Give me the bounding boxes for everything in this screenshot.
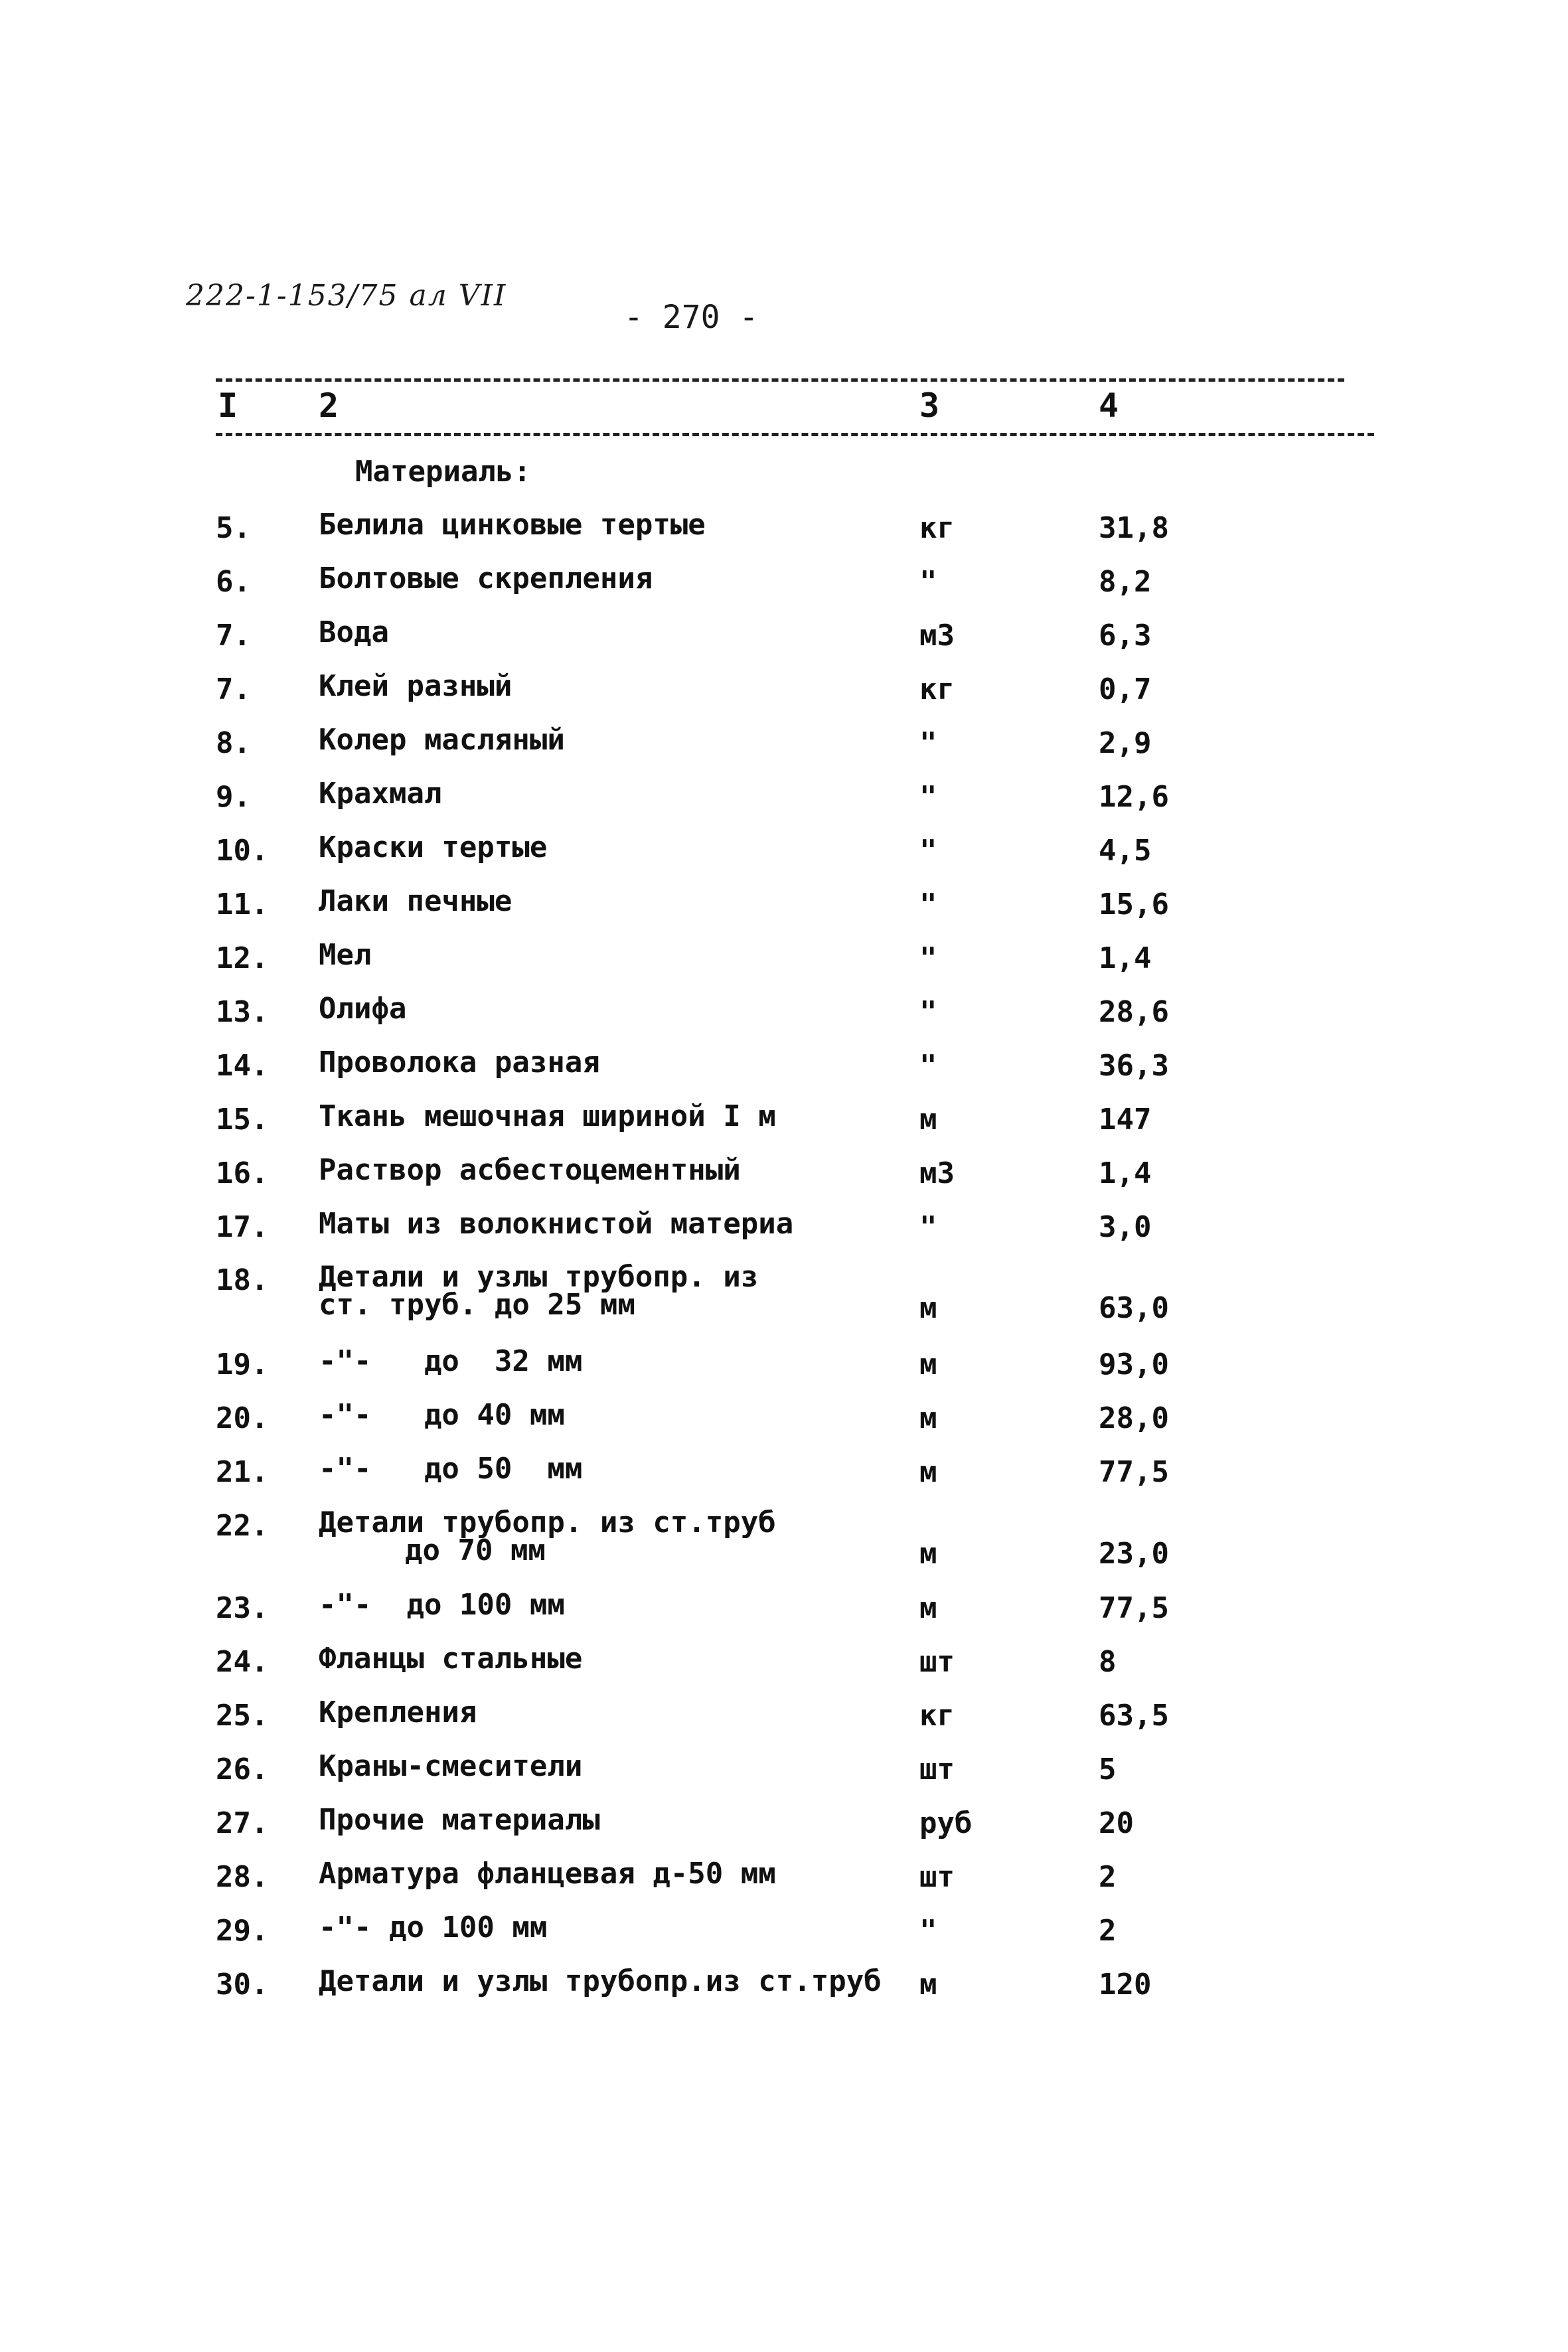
row-quantity: 2 <box>1099 1914 1117 1948</box>
table-row <box>0 1695 1568 1752</box>
row-description <box>319 1260 759 1322</box>
page-number: - 270 - <box>624 299 759 336</box>
row-unit: м <box>919 1968 937 2001</box>
row-description <box>319 1452 583 1486</box>
row-description <box>319 1398 565 1432</box>
table-row <box>0 1642 1568 1698</box>
row-unit: м <box>919 1537 937 1571</box>
row-number: 16. <box>216 1156 269 1190</box>
table-row <box>0 615 1568 672</box>
row-description-line: Прочие материалы <box>319 1803 600 1837</box>
row-unit: м3 <box>919 619 955 653</box>
row-quantity: 63,5 <box>1099 1699 1169 1733</box>
row-description-line: Детали трубопр. из ст.труб <box>319 1506 776 1539</box>
row-number: 19. <box>216 1348 269 1381</box>
row-unit: кг <box>919 1699 955 1733</box>
row-description-line: Маты из волокнистой материа <box>319 1207 794 1241</box>
row-description <box>319 938 372 972</box>
row-number: 14. <box>216 1049 269 1083</box>
row-quantity: 120 <box>1099 1968 1152 2001</box>
column-header-4: 4 <box>1099 386 1119 425</box>
row-description-line: Детали и узлы трубопр. из <box>319 1260 759 1294</box>
table-row <box>0 1398 1568 1454</box>
row-unit: м <box>919 1348 937 1381</box>
table-row <box>0 777 1568 833</box>
row-number: 29. <box>216 1914 269 1948</box>
row-description-line: Крахмал <box>319 777 442 811</box>
row-unit: " <box>919 1049 937 1083</box>
row-description-line: Мел <box>319 938 372 972</box>
row-number: 10. <box>216 834 269 868</box>
row-unit: " <box>919 780 937 814</box>
row-unit: шт <box>919 1645 955 1679</box>
row-unit: м <box>919 1103 937 1137</box>
row-quantity: 0,7 <box>1099 672 1152 706</box>
row-description-line: Вода <box>319 615 389 649</box>
row-number: 28. <box>216 1860 269 1894</box>
table-row <box>0 1344 1568 1401</box>
row-quantity: 5 <box>1099 1753 1117 1786</box>
row-number: 21. <box>216 1455 269 1489</box>
row-quantity: 4,5 <box>1099 834 1152 868</box>
row-description <box>319 669 512 703</box>
row-quantity: 15,6 <box>1099 888 1169 921</box>
row-description-line: Олифа <box>319 992 407 1026</box>
row-description-line: -"- до 32 мм <box>319 1344 583 1378</box>
row-unit: м <box>919 1401 937 1435</box>
row-description <box>319 830 548 864</box>
row-unit: " <box>919 1210 937 1244</box>
row-quantity: 23,0 <box>1099 1537 1169 1571</box>
row-quantity: 6,3 <box>1099 619 1152 653</box>
row-unit: " <box>919 726 937 760</box>
row-description-line: до 70 мм <box>405 1533 546 1567</box>
row-unit: м3 <box>919 1156 955 1190</box>
table-row <box>0 830 1568 887</box>
row-description-line: Раствор асбестоцементный <box>319 1153 741 1187</box>
row-number: 22. <box>216 1509 269 1543</box>
row-unit: " <box>919 834 937 868</box>
row-quantity: 77,5 <box>1099 1591 1169 1625</box>
row-number: 20. <box>216 1401 269 1435</box>
row-number: 7. <box>216 672 251 706</box>
row-number: 15. <box>216 1103 269 1137</box>
row-quantity: 20 <box>1099 1806 1134 1840</box>
row-quantity: 3,0 <box>1099 1210 1152 1244</box>
row-number: 25. <box>216 1699 269 1733</box>
row-number: 7. <box>216 619 251 653</box>
row-description-line: ст. труб. до 25 мм <box>319 1288 635 1322</box>
row-quantity: 28,0 <box>1099 1401 1169 1435</box>
row-description <box>319 1911 548 1944</box>
row-number: 27. <box>216 1806 269 1840</box>
row-description <box>319 1964 882 1998</box>
row-description <box>319 1099 776 1133</box>
row-unit: " <box>919 1914 937 1948</box>
row-number: 13. <box>216 995 269 1029</box>
table-row <box>0 669 1568 726</box>
table-row <box>0 1207 1568 1263</box>
row-description-line: -"- до 40 мм <box>319 1398 565 1432</box>
row-description <box>319 1207 794 1241</box>
row-description-line: -"- до 100 мм <box>319 1588 565 1622</box>
row-quantity: 31,8 <box>1099 511 1169 545</box>
row-description <box>319 508 706 542</box>
row-description <box>319 1695 477 1729</box>
table-row <box>0 1046 1568 1102</box>
row-quantity: 1,4 <box>1099 1156 1152 1190</box>
row-description-line: Проволока разная <box>319 1046 600 1079</box>
row-description-line: Болтовые скрепления <box>319 562 653 595</box>
row-description <box>319 1153 741 1187</box>
row-unit: руб <box>919 1806 973 1840</box>
row-description <box>319 723 565 757</box>
row-description-line: Колер масляный <box>319 723 565 757</box>
row-description-line: Клей разный <box>319 669 512 703</box>
row-quantity: 2 <box>1099 1860 1117 1894</box>
row-quantity: 77,5 <box>1099 1455 1169 1489</box>
row-number: 9. <box>216 780 251 814</box>
row-quantity: 1,4 <box>1099 941 1152 975</box>
table-row <box>0 2021 1568 2075</box>
table-row <box>0 1749 1568 1806</box>
row-description <box>319 1803 600 1837</box>
row-description <box>319 1588 565 1622</box>
row-description <box>319 1344 583 1378</box>
table-row <box>0 723 1568 779</box>
table-row <box>0 1260 1568 1343</box>
row-description-line: Краны-смесители <box>319 1749 583 1783</box>
row-quantity: 147 <box>1099 1103 1152 1137</box>
row-description-line: -"- до 100 мм <box>319 1911 548 1944</box>
row-description <box>319 562 653 595</box>
row-description <box>319 1749 583 1783</box>
row-quantity: 8 <box>1099 1645 1117 1679</box>
row-number: 23. <box>216 1591 269 1625</box>
row-number: 18. <box>216 1263 269 1297</box>
row-description-line: Крепления <box>319 1695 477 1729</box>
row-description <box>319 992 407 1026</box>
row-description <box>319 615 389 649</box>
table-row <box>0 1964 1568 2021</box>
row-unit: кг <box>919 672 955 706</box>
row-description <box>319 777 442 811</box>
row-quantity: 2,9 <box>1099 726 1152 760</box>
row-number: 6. <box>216 565 251 599</box>
row-unit: " <box>919 565 937 599</box>
row-description-line: Белила цинковые тертые <box>319 508 706 542</box>
row-number: 26. <box>216 1753 269 1786</box>
row-number: 30. <box>216 1968 269 2001</box>
row-description-line: Лаки печные <box>319 884 512 918</box>
row-number: 11. <box>216 888 269 921</box>
row-description <box>319 1642 583 1676</box>
row-quantity: 93,0 <box>1099 1348 1169 1381</box>
row-description-line: Ткань мешочная шириной I м <box>319 1099 776 1133</box>
table-row <box>0 2071 1568 2151</box>
row-unit: " <box>919 941 937 975</box>
row-description <box>319 1506 776 1567</box>
row-unit: " <box>919 995 937 1029</box>
row-unit: кг <box>919 511 955 545</box>
table-row <box>0 1911 1568 1967</box>
document-reference: 222-1-153/75 ал VII <box>186 279 507 313</box>
row-unit: шт <box>919 1753 955 1786</box>
table-row <box>0 992 1568 1048</box>
row-number: 17. <box>216 1210 269 1244</box>
column-header-1: I <box>218 386 238 425</box>
row-description <box>319 1046 600 1079</box>
column-header-2: 2 <box>319 386 339 425</box>
row-description <box>319 884 512 918</box>
table-row <box>0 1506 1568 1589</box>
table-row <box>0 562 1568 618</box>
table-row <box>0 1857 1568 1913</box>
row-description-line: -"- до 50 мм <box>319 1452 583 1486</box>
row-quantity: 12,6 <box>1099 780 1169 814</box>
table-row <box>0 938 1568 994</box>
table-row <box>0 508 1568 564</box>
table-row <box>0 1588 1568 1644</box>
row-unit: шт <box>919 1860 955 1894</box>
row-unit: м <box>919 1455 937 1489</box>
column-header-3: 3 <box>919 386 940 425</box>
row-quantity: 63,0 <box>1099 1291 1169 1325</box>
row-unit: " <box>919 888 937 921</box>
row-quantity: 36,3 <box>1099 1049 1169 1083</box>
row-number: 12. <box>216 941 269 975</box>
row-description-line: Детали и узлы трубопр.из ст.труб <box>319 1964 882 1998</box>
table-row <box>0 884 1568 941</box>
table-row <box>0 1153 1568 1210</box>
row-description-line: Фланцы стальные <box>319 1642 583 1676</box>
section-title: Материаль: <box>355 455 531 489</box>
row-number: 24. <box>216 1645 269 1679</box>
row-quantity: 8,2 <box>1099 565 1152 599</box>
table-row <box>0 1803 1568 1859</box>
row-number: 5. <box>216 511 251 545</box>
row-description-line: Арматура фланцевая д-50 мм <box>319 1857 776 1891</box>
table-row <box>0 1099 1568 1156</box>
row-unit: м <box>919 1591 937 1625</box>
row-description-line: Краски тертые <box>319 830 548 864</box>
row-description <box>319 1857 776 1891</box>
table-row <box>0 1452 1568 1508</box>
row-number: 8. <box>216 726 251 760</box>
row-unit: м <box>919 1291 937 1325</box>
row-quantity: 28,6 <box>1099 995 1169 1029</box>
